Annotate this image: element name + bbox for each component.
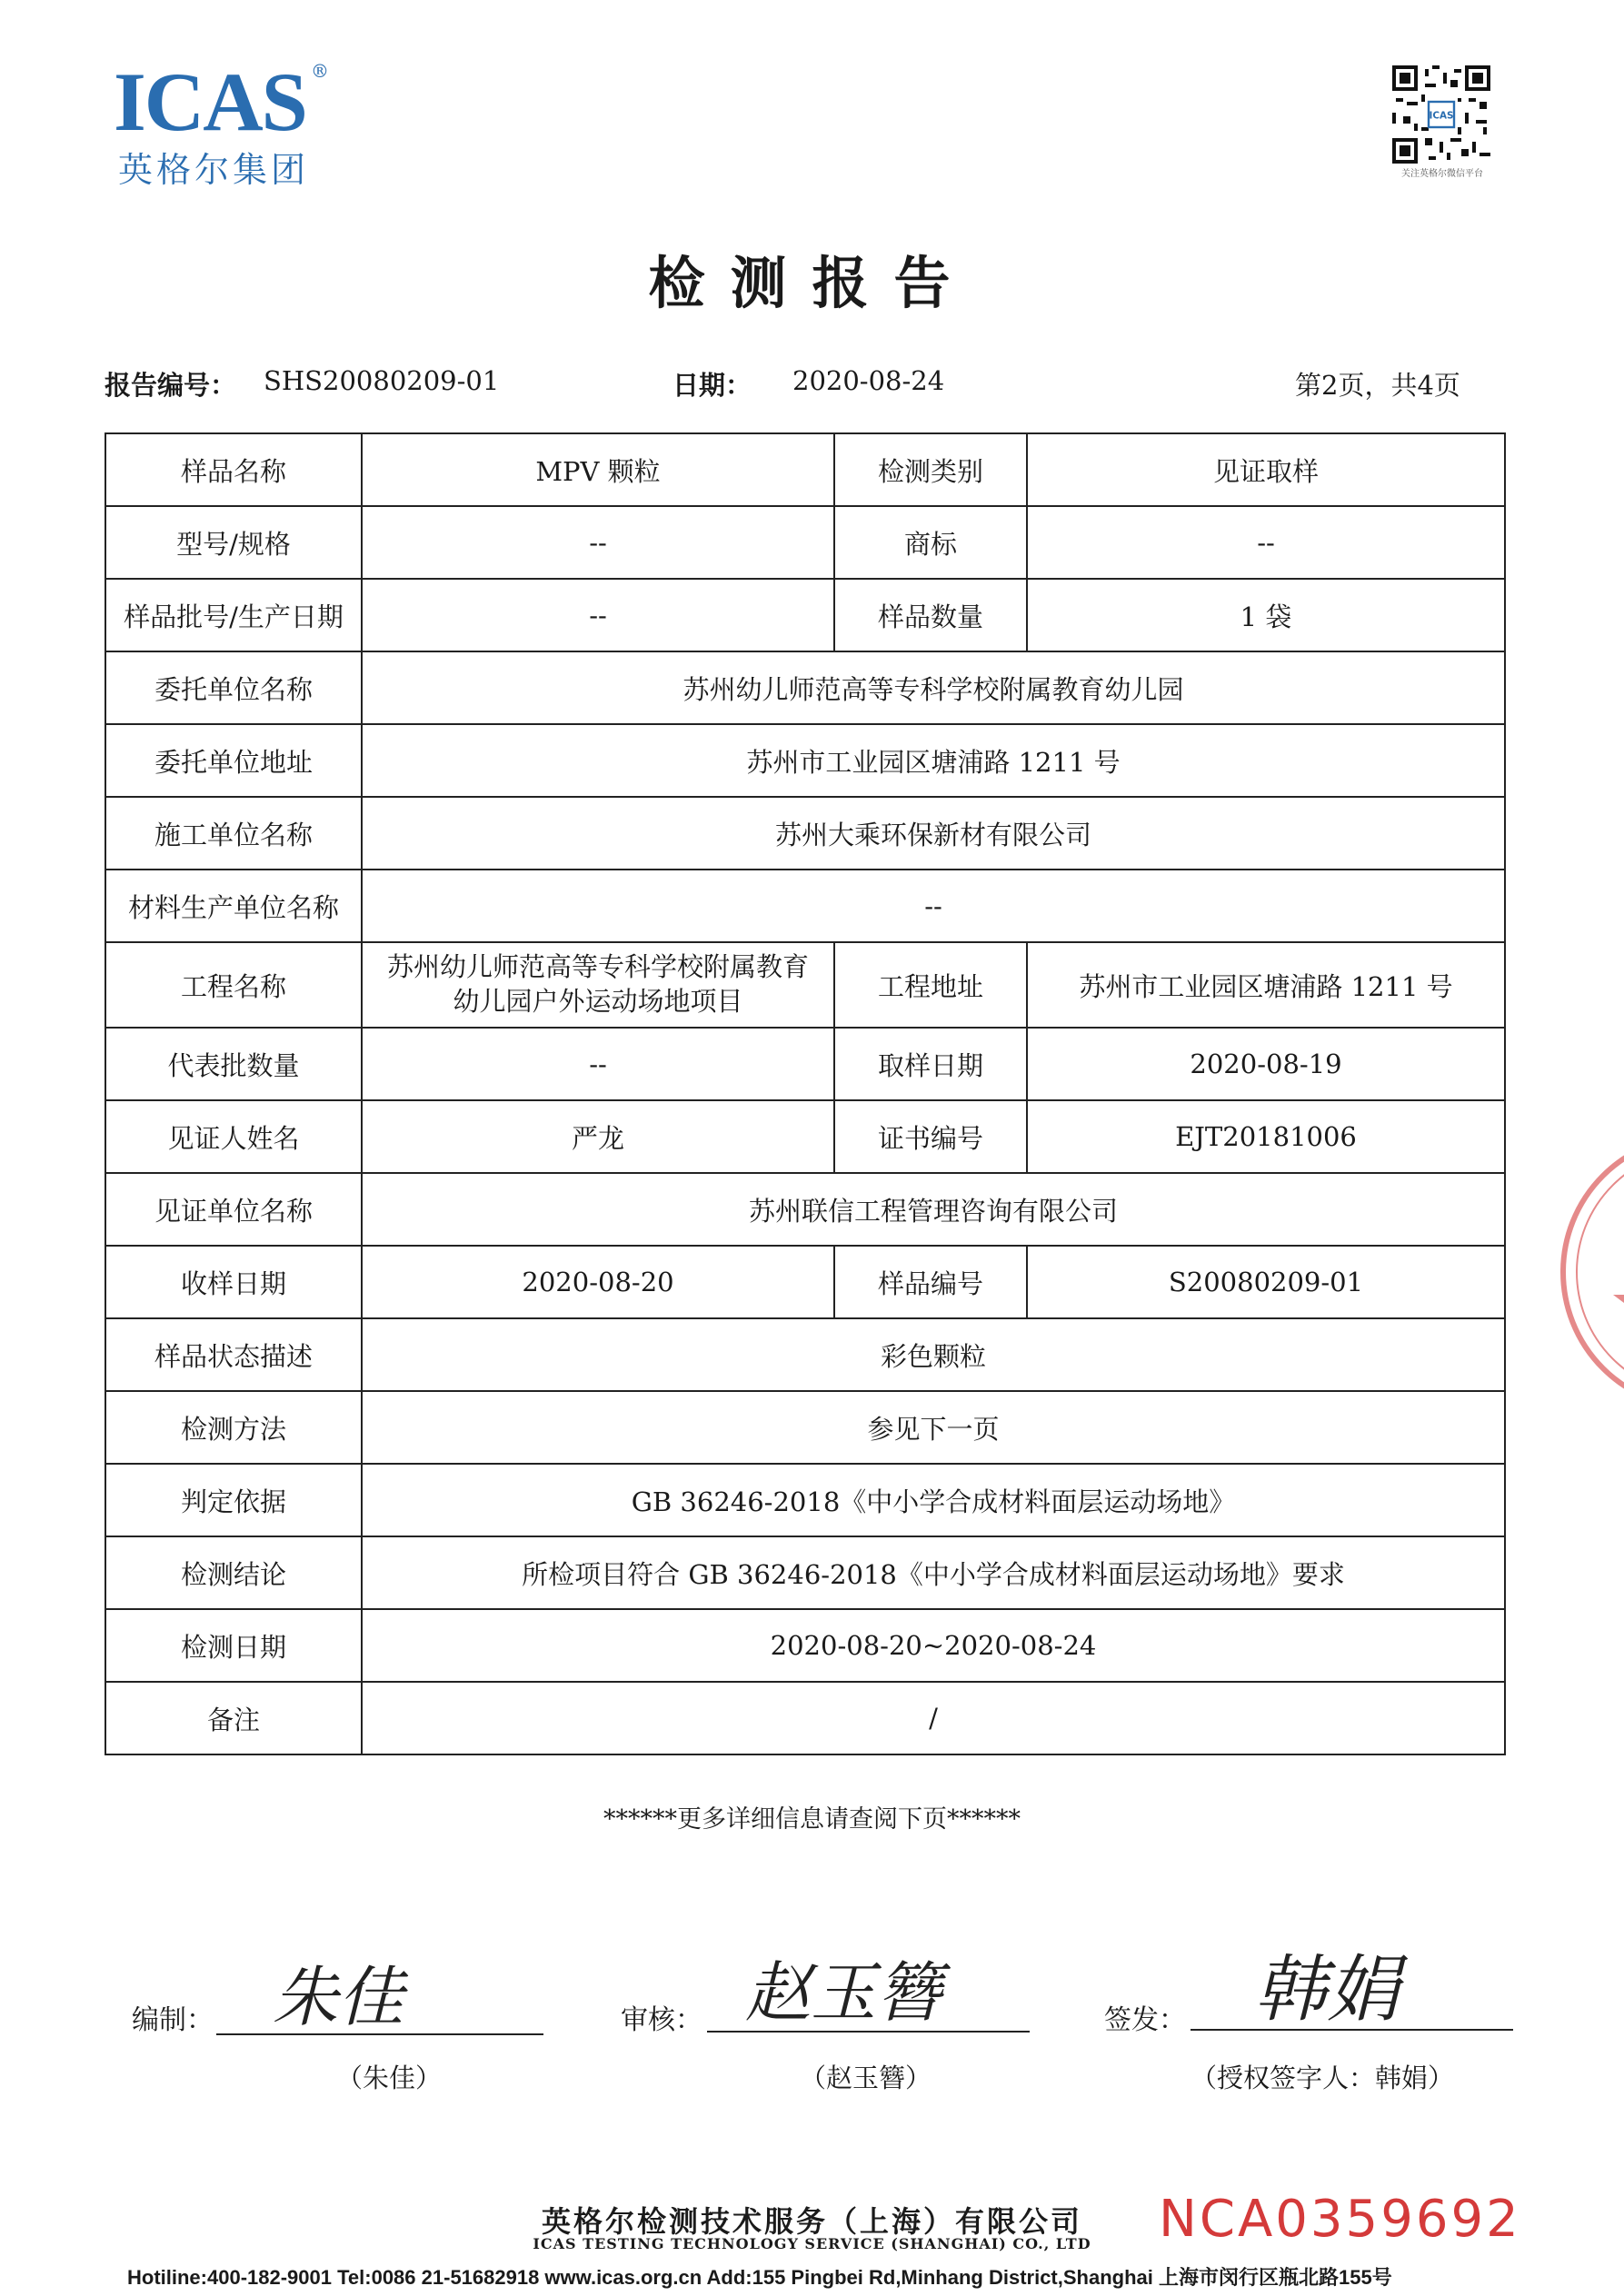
table-row [105,651,1505,724]
cell-label: 检测方法 [105,1391,362,1464]
company-name-en: ICAS TESTING TECHNOLOGY SERVICE (SHANGHAI) CO., LTD [533,2235,1091,2252]
table-row [105,506,1505,579]
cell-label: 型号/规格 [105,506,362,579]
cell-label: 委托单位地址 [105,724,362,797]
cell-value: MPV 颗粒 [362,433,834,506]
serial-number: NCA0359692 [1159,2190,1521,2249]
qr-badge: ICAS [1429,110,1454,122]
signature-line [707,2031,1030,2033]
page-number: 第2页，共4页 [1295,370,1460,401]
contact-footer: Hotiline:400-182-9001 Tel:0086 21-51682918 www.icas.org.cn Add:155 Pingbei Rd,Minhang District,Shanghai 上海市闵行区瓶北路155号 [127,2266,1392,2289]
report-table [105,432,1506,1755]
cell-value: 2020-08-20 [362,1246,834,1318]
table-row [105,1173,1505,1246]
cell-value: -- [362,579,834,651]
signature-line [216,2033,543,2035]
cell-value: 严龙 [362,1100,834,1173]
table-row [105,1682,1505,1754]
page-title: 检测报告 [648,250,976,316]
cell-label: 工程名称 [105,942,362,1028]
table-row [105,1609,1505,1682]
signature-line [1191,2029,1513,2031]
table-row [105,942,1505,1028]
report-no: SHS20080209-01 [264,365,500,396]
logo-subtitle: 英格尔集团 [118,150,310,190]
cell-label: 取样日期 [834,1028,1027,1100]
cell-value: 苏州幼儿师范高等专科学校附属教育幼儿园 [362,651,1505,724]
cell-value: 苏州联信工程管理咨询有限公司 [362,1173,1505,1246]
project-name-line1: 苏州幼儿师范高等专科学校附属教育 [386,951,809,983]
cell-value: 1 袋 [1027,579,1505,651]
cell-label: 判定依据 [105,1464,362,1536]
cell-label: 材料生产单位名称 [105,870,362,942]
cell-label: 样品批号/生产日期 [105,579,362,651]
cell-value: 2020-08-19 [1027,1028,1505,1100]
table-row [105,1318,1505,1391]
more-info-note: ******更多详细信息请查阅下页****** [603,1805,1021,1834]
table-row [105,1391,1505,1464]
cell-label: 施工单位名称 [105,797,362,870]
cell-value: 见证取样 [1027,433,1505,506]
cell-value: 苏州大乘环保新材有限公司 [362,797,1505,870]
cell-label: 工程地址 [834,942,1027,1028]
cell-value: -- [362,1028,834,1100]
cell-label: 备注 [105,1682,362,1754]
table-row [105,433,1505,506]
table-row [105,1100,1505,1173]
table-row [105,1464,1505,1536]
review-name: （赵玉簪） [800,2062,932,2093]
compile-name: （朱佳） [336,2062,443,2093]
cell-value: 所检项目符合 GB 36246-2018《中小学合成材料面层运动场地》要求 [362,1536,1505,1609]
issue-name: （授权签字人：韩娟） [1191,2062,1455,2093]
compile-signature: 朱佳 [273,1959,404,2035]
table-row [105,1028,1505,1100]
review-label: 审核： [621,2004,702,2036]
cell-value [362,942,834,1028]
table-row [105,797,1505,870]
table-row [105,724,1505,797]
cell-value: -- [1027,506,1505,579]
cell-value: EJT20181006 [1027,1100,1505,1173]
cell-label: 证书编号 [834,1100,1027,1173]
cell-value: S20080209-01 [1027,1246,1505,1318]
project-name-line2: 幼儿园户外运动场地项目 [453,986,743,1017]
qr-caption: 关注英格尔微信平台 [1401,169,1483,179]
cell-value: GB 36246-2018《中小学合成材料面层运动场地》 [362,1464,1505,1536]
table-row [105,579,1505,651]
cell-value: -- [362,506,834,579]
cell-label: 样品数量 [834,579,1027,651]
cell-value: 参见下一页 [362,1391,1505,1464]
cell-label: 检测结论 [105,1536,362,1609]
seal-stamp-icon [1545,1099,1624,1445]
cell-label: 样品编号 [834,1246,1027,1318]
cell-label: 检测类别 [834,433,1027,506]
cell-label: 商标 [834,506,1027,579]
cell-value: -- [362,870,1505,942]
report-date: 2020-08-24 [792,365,945,396]
cell-label: 见证单位名称 [105,1173,362,1246]
table-row [105,1246,1505,1318]
cell-value: / [362,1682,1505,1754]
report-no-label: 报告编号： [105,370,237,401]
review-signature: 赵玉簪 [745,1954,942,2031]
cell-value: 彩色颗粒 [362,1318,1505,1391]
date-label: 日期： [673,370,752,401]
registered-mark: ® [311,60,329,82]
cell-label: 收样日期 [105,1246,362,1318]
cell-label: 检测日期 [105,1609,362,1682]
issue-signature: 韩娟 [1254,1947,1400,2032]
cell-label: 样品状态描述 [105,1318,362,1391]
table-row [105,870,1505,942]
cell-value: 苏州市工业园区塘浦路 1211 号 [1027,942,1505,1028]
cell-label: 代表批数量 [105,1028,362,1100]
cell-label: 样品名称 [105,433,362,506]
cell-label: 委托单位名称 [105,651,362,724]
cell-label: 见证人姓名 [105,1100,362,1173]
cell-value: 苏州市工业园区塘浦路 1211 号 [362,724,1505,797]
compile-label: 编制： [132,2004,214,2036]
icas-logo: ICAS [114,55,306,148]
issue-label: 签发： [1104,2004,1186,2036]
company-name-cn: 英格尔检测技术服务（上海）有限公司 [541,2204,1082,2239]
qr-code-icon [1392,65,1490,164]
cell-value: 2020-08-20~2020-08-24 [362,1609,1505,1682]
table-row [105,1536,1505,1609]
